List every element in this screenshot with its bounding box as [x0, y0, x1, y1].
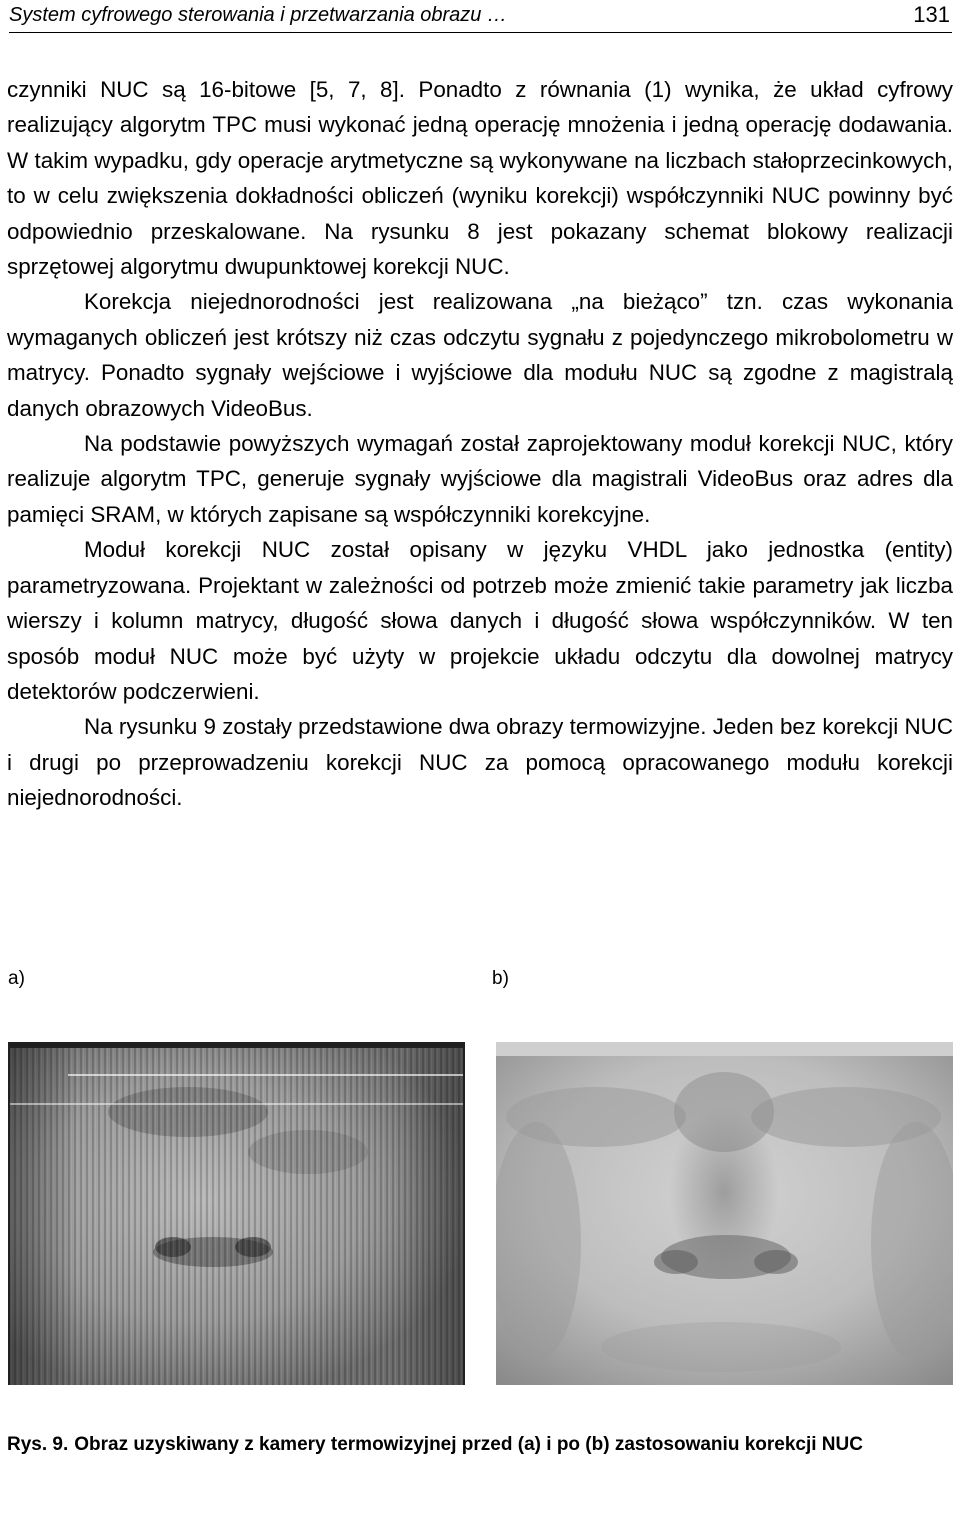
thermal-image-before-nuc — [8, 1042, 465, 1385]
figure-caption-text: Obraz uzyskiwany z kamery termowizyjnej przed (a) i po (b) zastosowaniu korekcji NUC — [74, 1434, 863, 1455]
paragraph-5: Na rysunku 9 zostały przedstawione dwa obrazy termowizyjne. Jeden bez korekcji NUC i drugi po przeprowadzeniu korekcji NUC za pomocą opracowanego modułu korekcji niejednorodności. — [7, 714, 953, 811]
running-header — [9, 0, 952, 33]
figure-caption-label: Rys. 9. — [7, 1434, 69, 1455]
paragraph-1: czynniki NUC są 16-bitowe [5, 7, 8]. Ponadto z równania (1) wynika, że układ cyfrowy realizujący algorytm TPC musi wykonać jedną operację mnożenia i jedną operację dodawania. W takim wypadku, gdy operacje arytmetyczne są wykonywane na liczbach stałoprzecinkowych, to w celu zwiększenia dokładności obliczeń (wyniku korekcji) współczynniki NUC powinny być odpowiednio przeskalowane. Na rysunku 8 jest pokazany schemat blokowy realizacji sprzętowej algorytmu dwupunktowej korekcji NUC. — [7, 77, 953, 280]
paragraph-2: Korekcja niejednorodności jest realizowana „na bieżąco” tzn. czas wykonania wymaganych obliczeń jest krótszy niż czas odczytu sygnału z pojedynczego mikrobolometru w matrycy. Ponadto sygnały wejściowe i wyjściowe dla modułu NUC są zgodne z magistralą danych obrazowych VideoBus. — [7, 289, 953, 421]
paragraph-4: Moduł korekcji NUC został opisany w języku VHDL jako jednostka (entity) parametryzowana. Projektant w zależności od potrzeb może zmienić takie parametry jak liczba wierszy i kolumn matrycy, długość słowa danych i długość słowa współczynników. W ten sposób moduł NUC może być użyty w projekcie układu odczytu dla dowolnej matrycy detektorów podczerwieni. — [7, 537, 953, 704]
figure-label-b: b) — [492, 968, 509, 989]
thermal-image-after-nuc — [496, 1042, 953, 1385]
figure-label-a: a) — [8, 968, 25, 989]
page-number: 131 — [913, 2, 950, 27]
running-header-title: System cyfrowego sterowania i przetwarzania obrazu … — [9, 4, 507, 26]
figure-caption — [7, 1432, 953, 1457]
paragraph-3: Na podstawie powyższych wymagań został zaprojektowany moduł korekcji NUC, który realizuje algorytm TPC, generuje sygnały wyjściowe dla magistrali VideoBus oraz adres dla pamięci SRAM, w których zapisane są współczynniki korekcyjne. — [7, 431, 953, 527]
body-text — [7, 72, 953, 816]
